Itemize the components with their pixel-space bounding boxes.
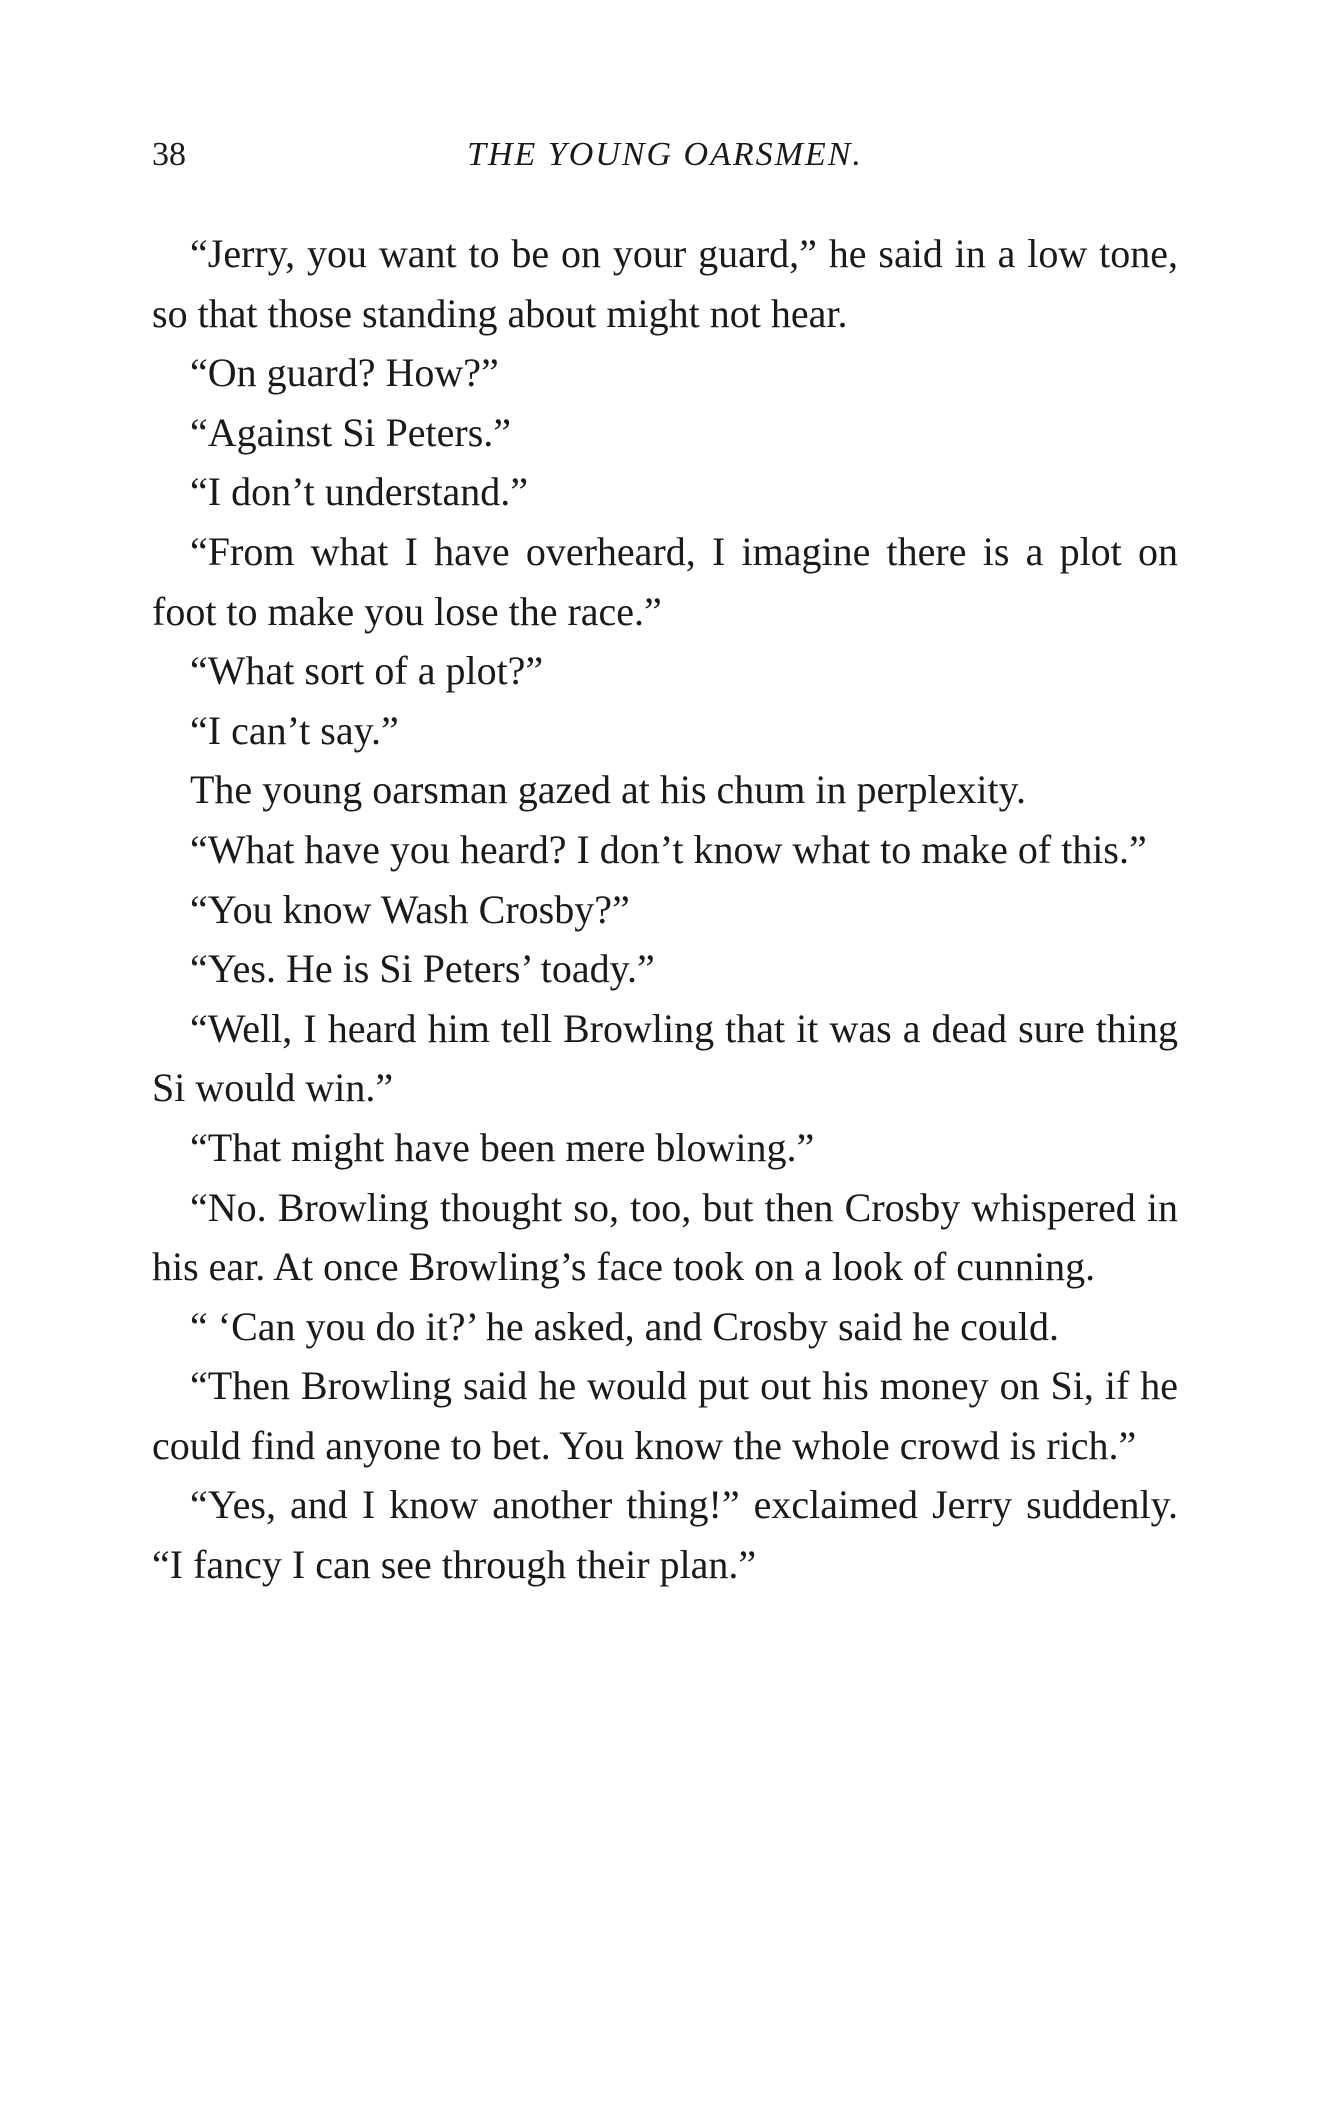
paragraph: “That might have been mere blowing.” (190, 1124, 815, 1170)
paragraph: “Jerry, you want to be on your guard,” he said in a low tone, so that those standing about might not hear. (152, 231, 1178, 336)
paragraph: “You know Wash Crosby?” (190, 886, 630, 932)
page-number: 38 (152, 136, 186, 173)
paragraph: “I can’t say.” (190, 707, 399, 753)
paragraph: The young oarsman gazed at his chum in perplexity. (190, 767, 1027, 813)
paragraph: “Then Browling said he would put out his money on Si, if he could find anyone to bet. You know the whole crowd is rich.” (152, 1363, 1178, 1468)
paragraph: “No. Browling thought so, too, but then Crosby whispered in his ear. At once Browling’s face took on a look of cunning. (152, 1184, 1178, 1290)
paragraph: “Yes, and I know another thing!” exclaimed Jerry suddenly. “I fancy I can see through their plan.” (152, 1482, 1178, 1588)
paragraph: “What sort of a plot?” (190, 648, 544, 694)
paragraph: “On guard? How?” (190, 350, 499, 396)
paragraph: “Against Si Peters.” (190, 409, 512, 455)
paragraph: “Well, I heard him tell Browling that it was a dead sure thing Si would win.” (152, 1005, 1178, 1111)
running-title: THE YOUNG OARSMEN. (467, 136, 863, 173)
page-header (152, 136, 1178, 186)
paragraph: “From what I have overheard, I imagine there is a plot on foot to make you lose the race.” (152, 528, 1178, 634)
body-text (152, 224, 1178, 1595)
paragraph: “I don’t understand.” (190, 469, 529, 515)
paragraph: “Yes. He is Si Peters’ toady.” (190, 946, 655, 992)
paragraph: “What have you heard? I don’t know what to make of this.” (190, 826, 1147, 872)
paragraph: “ ‘Can you do it?’ he asked, and Crosby said he could. (190, 1303, 1060, 1349)
